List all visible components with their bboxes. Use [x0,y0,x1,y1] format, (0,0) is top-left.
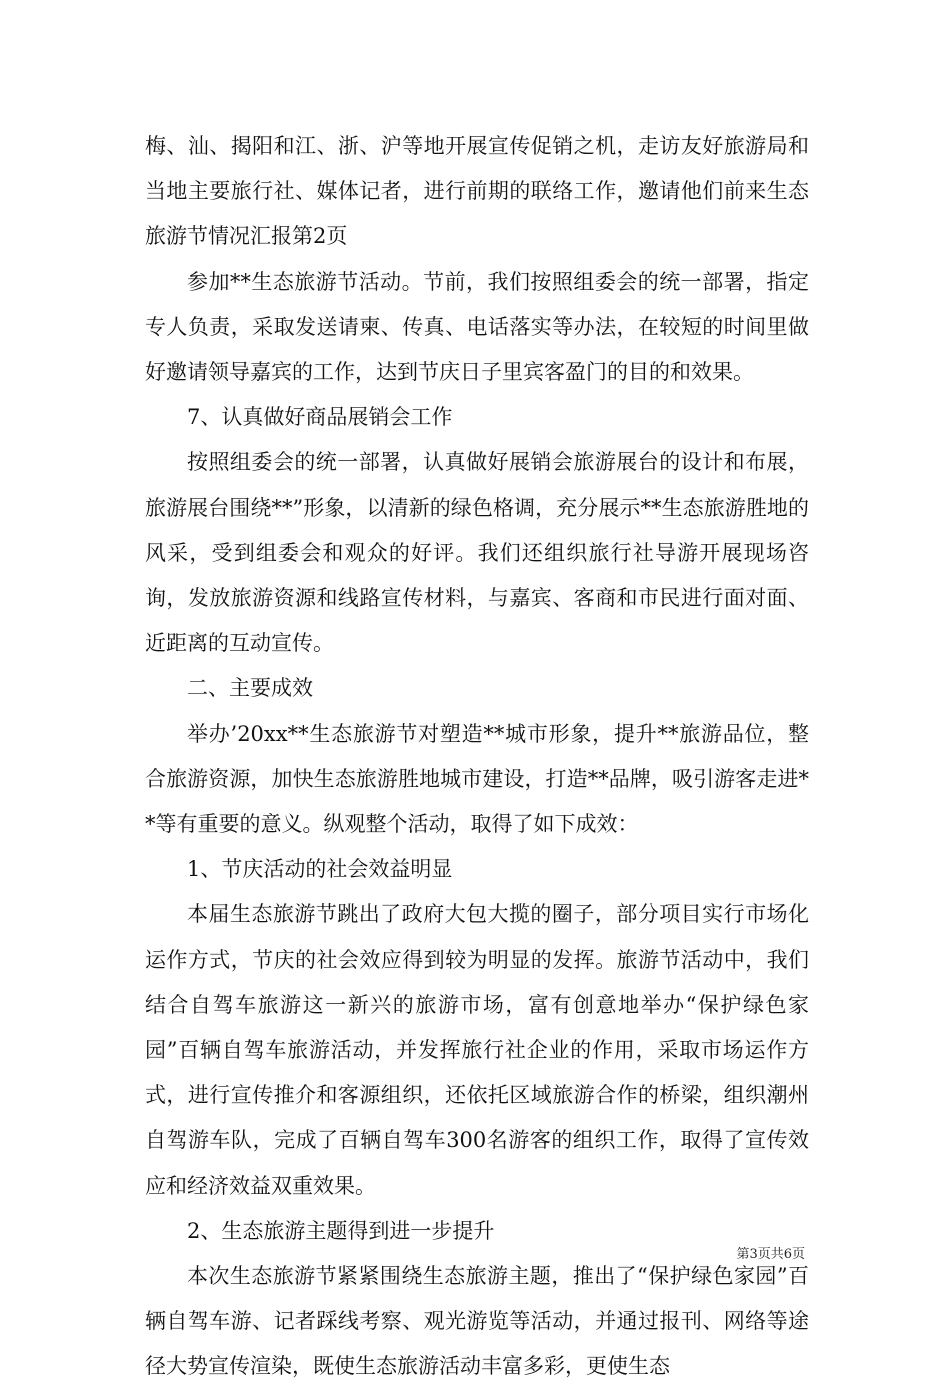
page-number-footer: 第3页共6页 [736,1247,805,1262]
heading-section-7: 7、认真做好商品展销会工作 [187,405,453,430]
paragraph-results-intro: 举办’20xx**生态旅游节对塑造**城市形象，提升**旅游品位，整合旅游资源，加快生态旅游胜地城市建设，打造**品牌，吸引游客走进**等有重要的意义。纵观整个活动，取得了如下成效： [145,721,809,837]
paragraph-exhibition: 按照组委会的统一部署，认真做好展销会旅游展台的设计和布展，旅游展台围绕**”形象，以清新的绿色格调，充分展示**生态旅游胜地的风采，受到组委会和观众的好评。我们还组织旅行社导游开展现场咨询，发放旅游资源和线路宣传材料，与嘉宾、客商和市民进行面对面、近距离的互动宣传。 [145,450,809,656]
paragraph-invitation: 参加**生态旅游节活动。节前，我们按照组委会的统一部署，指定专人负责，采取发送请柬、传真、电话落实等办法，在较短的时间里做好邀请领导嘉宾的工作，达到节庆日子里宾客盈门的目的和效果。 [145,269,809,385]
heading-result-2: 2、生态旅游主题得到进一步提升 [187,1218,495,1243]
paragraph-continuation: 梅、汕、揭阳和江、浙、沪等地开展宣传促销之机，走访友好旅游局和当地主要旅行社、媒体记者，进行前期的联络工作，邀请他们前来生态旅游节情况汇报第2页 [145,134,809,249]
heading-result-1: 1、节庆活动的社会效益明显 [187,857,453,882]
document-body [145,124,809,1390]
heading-main-results: 二、主要成效 [187,676,313,701]
paragraph-social-benefit: 本届生态旅游节跳出了政府大包大揽的圈子，部分项目实行市场化运作方式，节庆的社会效应得到较为明显的发挥。旅游节活动中，我们结合自驾车旅游这一新兴的旅游市场，富有创意地举办“保护绿色家园”百辆自驾车旅游活动，并发挥旅行社企业的作用，采取市场运作方式，进行宣传推介和客源组织，还依托区域旅游合作的桥梁，组织潮州自驾游车队，完成了百辆自驾车300名游客的组织工作，取得了宣传效应和经济效益双重效果。 [145,902,809,1198]
paragraph-eco-theme: 本次生态旅游节紧紧围绕生态旅游主题，推出了“保护绿色家园”百辆自驾车游、记者踩线考察、观光游览等活动，并通过报刊、网络等途径大势宣传渲染，既使生态旅游活动丰富多彩，更使生态 [145,1264,809,1379]
